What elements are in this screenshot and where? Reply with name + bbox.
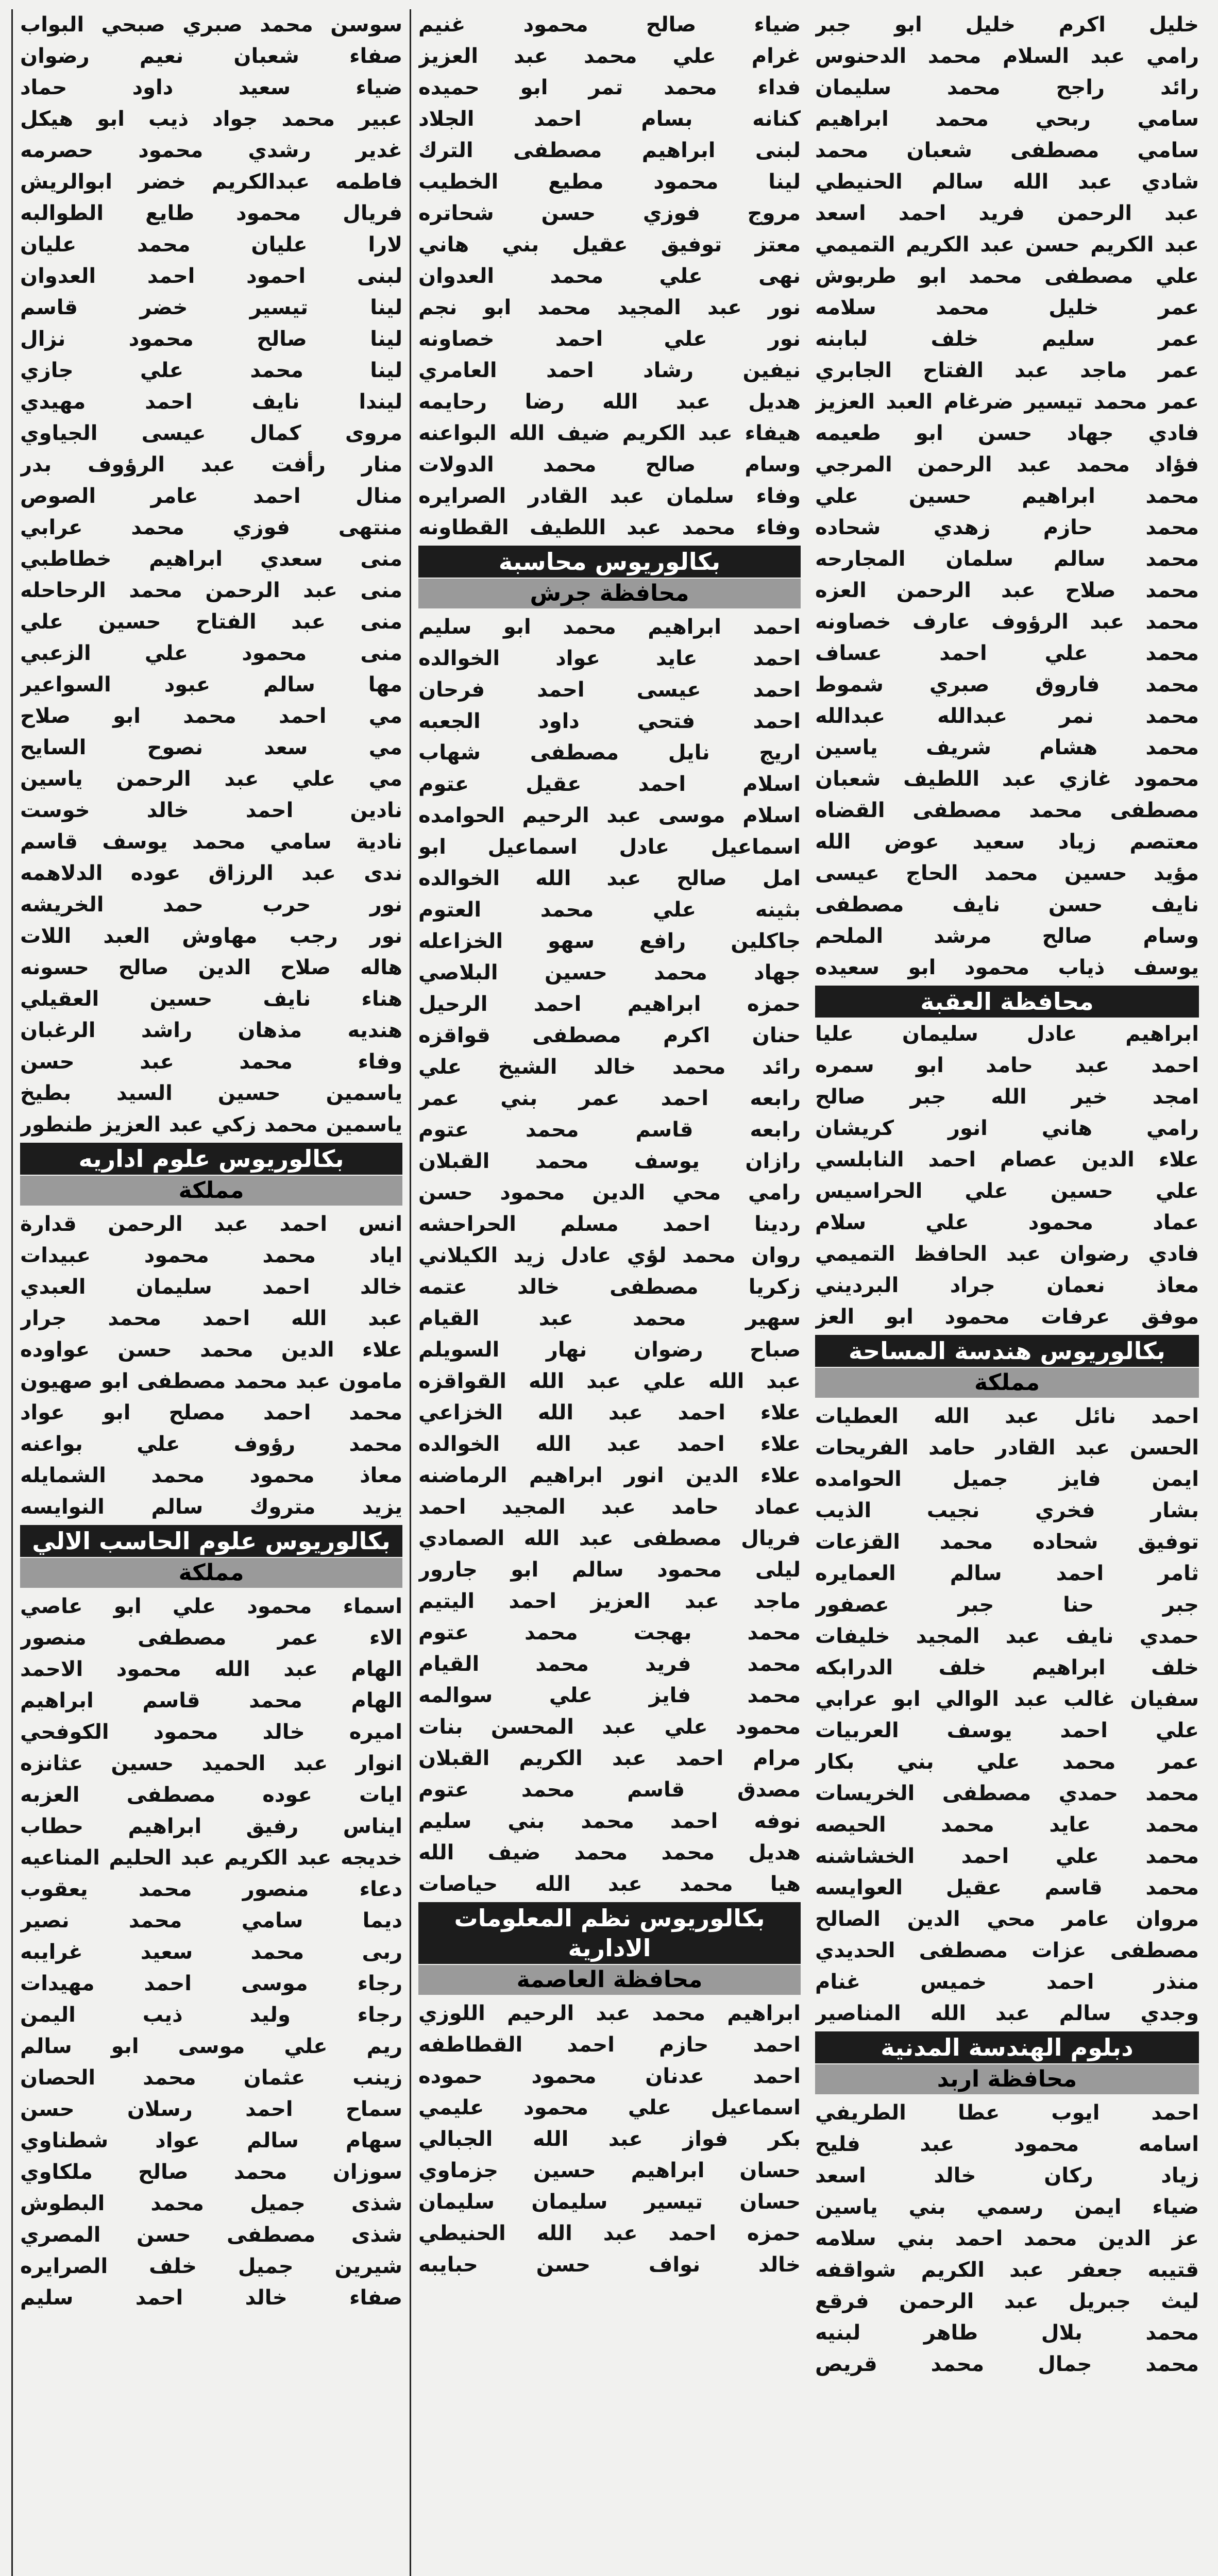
names-list (20, 9, 402, 1141)
list-item: لارا عليان محمد عليان (20, 233, 402, 257)
list-item: وفاء سلمان عبد القادر الصرايره (418, 484, 801, 508)
list-item: علاء احمد عبد الله الخوالده (418, 1432, 801, 1456)
list-item: شذى مصطفى حسن المصري (20, 2223, 402, 2247)
list-item: رامي عبد السلام محمد الدحنوس (815, 44, 1199, 68)
list-item: توفيق شحاده محمد القزعات (815, 1530, 1199, 1554)
section (815, 986, 1199, 1333)
list-item: هديل محمد محمد ضيف الله (418, 1841, 801, 1865)
list-item: زياد ركان خالد اسعد (815, 2164, 1199, 2188)
list-item: حمزه احمد عبد الله الحنيطي (418, 2222, 801, 2245)
list-item: علي مصطفى محمد ابو طربوش (815, 264, 1199, 288)
list-item: ليلى محمود سالم ابو جارور (418, 1558, 801, 1582)
list-item: ثامر احمد سالم العمايره (815, 1562, 1199, 1585)
column-2 (410, 9, 808, 2576)
list-item: منى محمود علي الزعبي (20, 641, 402, 665)
list-item: معاذ محمود محمد الشمايله (20, 1464, 402, 1487)
section-header: بكالوريوس علوم الحاسب الالي (20, 1525, 402, 1557)
list-item: سماح احمد رسلان حسن (20, 2097, 402, 2121)
list-item: لينا محمود مطيع الخطيب (418, 170, 801, 194)
list-item: امجد خير الله جبر صالح (815, 1085, 1199, 1109)
list-item: زكريا مصطفى خالد عتمه (418, 1275, 801, 1299)
list-item: احمد عبد حامد ابو سمره (815, 1054, 1199, 1077)
list-item: محمد حمدي مصطفى الخريسات (815, 1782, 1199, 1805)
list-item: محمد نمر عبدالله عبدالله (815, 704, 1199, 728)
list-item: صفاء خالد احمد سليم (20, 2286, 402, 2310)
section-subheader: محافظة العاصمة (418, 1965, 801, 1995)
list-item: جبر حنا جبر عصفور (815, 1593, 1199, 1617)
list-item: رائد راجح محمد سليمان (815, 76, 1199, 99)
list-item: سفيان غالب عبد الوالي ابو عرابي (815, 1687, 1199, 1711)
section-header: بكالوريوس محاسبة (418, 546, 801, 578)
names-list (20, 1209, 402, 1523)
list-item: فادي رضوان عبد الحافظ التميمي (815, 1242, 1199, 1266)
list-item: مي احمد محمد ابو صلاح (20, 704, 402, 728)
list-item: شادي عبد الله سالم الحنيطي (815, 170, 1199, 194)
list-item: سهير محمد عبد القيام (418, 1307, 801, 1330)
list-item: ضياء ايمن رسمي بني ياسين (815, 2195, 1199, 2219)
list-item: محمد صلاح عبد الرحمن العزه (815, 579, 1199, 602)
list-item: محمود علي عبد المحسن بنات (418, 1715, 801, 1739)
list-item: روان محمد لؤي عادل زيد الكيلاني (418, 1244, 801, 1267)
list-item: عماد حامد عبد المجيد احمد (418, 1495, 801, 1519)
list-item: الهام محمد قاسم ابراهيم (20, 1689, 402, 1713)
list-item: هيفاء عبد الكريم ضيف الله البواعنه (418, 421, 801, 445)
list-item: بشار فخري نجيب الذيب (815, 1499, 1199, 1522)
list-item: نور علي احمد خصاونه (418, 327, 801, 351)
list-item: ماجد عبد العزيز احمد اليتيم (418, 1589, 801, 1613)
section-subheader: محافظة جرش (418, 579, 801, 608)
list-item: حسان تيسير سليمان سليمان (418, 2190, 801, 2214)
section (20, 9, 402, 1141)
list-item: امل صالح عبد الله الخوالده (418, 867, 801, 890)
list-item: محمد احمد مصلح ابو عواد (20, 1401, 402, 1425)
list-item: صباح رضوان نهار السويلم (418, 1338, 801, 1362)
list-item: مها سالم عبود السواعير (20, 673, 402, 697)
list-item: موفق عرفات محمود ابو العز (815, 1305, 1199, 1329)
list-item: محمد علي احمد عساف (815, 641, 1199, 665)
list-item: عز الدين محمد احمد بني سلامه (815, 2227, 1199, 2250)
list-item: محمد حازم زهدي شحاده (815, 516, 1199, 539)
list-item: جاكلين رافع سهو الخزاعله (418, 929, 801, 953)
list-item: محمد بلال طاهر لبنيه (815, 2321, 1199, 2345)
list-item: ايناس رفيق ابراهيم حطاب (20, 1815, 402, 1838)
list-item: سامي مصطفى شعبان محمد (815, 139, 1199, 162)
list-item: هيا محمد عبد الله حياصات (418, 1872, 801, 1896)
list-item: اريج نايل مصطفى شهاب (418, 741, 801, 765)
list-item: منذر احمد خميس غنام (815, 1970, 1199, 1994)
section (418, 1902, 801, 2281)
list-item: معتز توفيق عقيل بني هاني (418, 233, 801, 257)
list-item: عمر ماجد عبد الفتاح الجابري (815, 359, 1199, 382)
list-item: محمد عبد الرؤوف عارف خصاونه (815, 610, 1199, 634)
list-item: مصطفى عزات مصطفى الحديدي (815, 1939, 1199, 1962)
list-item: احمد حازم احمد القطاطفه (418, 2033, 801, 2057)
list-item: علاء الدين عصام احمد النابلسي (815, 1148, 1199, 1172)
list-item: فؤاد محمد عبد الرحمن المرجي (815, 453, 1199, 477)
list-item: ليث جبريل عبد الرحمن فرقع (815, 2290, 1199, 2313)
list-item: احمد نائل عبد الله العطيات (815, 1404, 1199, 1428)
list-item: ابراهيم محمد عبد الرحيم اللوزي (418, 2002, 801, 2025)
section (815, 9, 1199, 984)
list-item: لينا تيسير خضر قاسم (20, 296, 402, 319)
section-header: بكالوريوس علوم اداريه (20, 1143, 402, 1175)
list-item: ضياء صالح محمود غنيم (418, 13, 801, 37)
list-item: بكر فواز عبد الله الجبالي (418, 2127, 801, 2151)
list-item: محمد هشام شريف ياسين (815, 736, 1199, 759)
list-item: خلف ابراهيم خلف الدرابكه (815, 1656, 1199, 1680)
list-item: ربى محمد سعيد غرايبه (20, 1940, 402, 1964)
list-item: فداء محمد تمر ابو حميده (418, 76, 801, 99)
list-item: محمد رؤوف علي بواعنه (20, 1432, 402, 1456)
list-item: شيرين جميل خلف الصرايره (20, 2255, 402, 2278)
list-item: غرام علي محمد عبد العزيز (418, 44, 801, 68)
list-item: هديل عبد الله رضا رحايمه (418, 390, 801, 414)
list-item: مي سعد نصوح السايح (20, 736, 402, 759)
list-item: احمد عدنان محمود حموده (418, 2064, 801, 2088)
list-item: ضياء سعيد داود حماد (20, 76, 402, 99)
names-list (418, 1998, 801, 2281)
list-item: علاء الدين محمد حسن عواوده (20, 1338, 402, 1362)
list-item: رامي هاني انور كريشان (815, 1116, 1199, 1140)
list-item: سوزان محمد صالح ملكاوي (20, 2160, 402, 2184)
list-item: ايمن فايز جميل الحوامده (815, 1467, 1199, 1491)
list-item: نور حرب حمد الخريشه (20, 893, 402, 917)
list-item: مروج فوزي حسن شحاتره (418, 201, 801, 225)
list-item: اسماعيل عادل اسماعيل ابو (418, 835, 801, 859)
list-item: بثينه علي محمد العتوم (418, 898, 801, 922)
list-item: ايات عوده مصطفى العزبه (20, 1783, 402, 1807)
list-item: صفاء شعبان نعيم رضوان (20, 44, 402, 68)
list-item: لبنى احمود احمد العدوان (20, 264, 402, 288)
list-item: معاذ نعمان جراد البرديني (815, 1274, 1199, 1297)
list-item: محمد جمال محمد قريص (815, 2352, 1199, 2376)
list-item: لبنى ابراهيم مصطفى الترك (418, 139, 801, 162)
list-item: زينب عثمان محمد الحصان (20, 2066, 402, 2090)
list-item: رجاء وليد ذيب اليمن (20, 2003, 402, 2027)
list-item: خالد احمد سليمان العبدي (20, 1275, 402, 1299)
list-item: اسماء محمود علي ابو عاصي (20, 1595, 402, 1618)
section-header: بكالوريوس نظم المعلومات الادارية (418, 1902, 801, 1964)
list-item: يوسف ذياب محمود ابو سعيده (815, 956, 1199, 979)
list-item: خليل اكرم خليل ابو جبر (815, 13, 1199, 37)
names-list (815, 1019, 1199, 1333)
section (418, 9, 801, 544)
list-item: دعاء منصور محمد يعقوب (20, 1877, 402, 1901)
list-item: عبد الرحمن فريد احمد اسعد (815, 201, 1199, 225)
list-item: عمر محمد تيسير ضرغام العبد العزيز (815, 390, 1199, 414)
section (20, 1525, 402, 2314)
list-item: جهاد محمد حسين البلاصي (418, 961, 801, 985)
list-item: رابعه احمد عمر بني عمر (418, 1087, 801, 1110)
list-item: حنان اكرم مصطفى قواقزه (418, 1024, 801, 1047)
list-item: رائد محمد خالد الشيخ علي (418, 1055, 801, 1079)
list-item: لينا محمد علي جازي (20, 359, 402, 382)
column-3 (808, 9, 1206, 2576)
list-item: محمد فاروق صبري شموط (815, 673, 1199, 697)
list-item: شذى جميل محمد البطوش (20, 2192, 402, 2215)
list-item: الهام عبد الله محمود الاحمد (20, 1657, 402, 1681)
list-item: رازان يوسف محمد القبلان (418, 1149, 801, 1173)
list-item: اياد محمد محمود عبيدات (20, 1244, 402, 1267)
list-item: احمد عايد عواد الخوالده (418, 647, 801, 670)
list-item: احمد ايوب عطا الطريفي (815, 2101, 1199, 2125)
list-item: مصدق قاسم محمد عتوم (418, 1778, 801, 1802)
list-item: فريال محمود طايع الطوالبه (20, 201, 402, 225)
list-item: علي حسين علي الحراسيس (815, 1179, 1199, 1203)
list-item: اسامه محمود عبد فليح (815, 2132, 1199, 2156)
list-item: منار رأفت عبد الرؤوف بدر (20, 453, 402, 477)
section-subheader: محافظة اربد (815, 2064, 1199, 2094)
column-1 (11, 9, 410, 2576)
list-item: الاء عمر مصطفى منصور (20, 1626, 402, 1650)
list-item: محمد بهجت محمد عتوم (418, 1621, 801, 1645)
list-item: ياسمين حسين السيد بطيخ (20, 1081, 402, 1105)
list-item: نوفه احمد محمد بني سليم (418, 1809, 801, 1833)
list-item: عبير محمد جواد ذيب ابو هيكل (20, 107, 402, 131)
list-item: نيفين رشاد احمد العامري (418, 359, 801, 382)
list-item: محمد ابراهيم حسين علي (815, 484, 1199, 508)
list-item: الحسن عبد القادر حامد الفريحات (815, 1436, 1199, 1460)
list-item: منى سعدي ابراهيم خطاطبي (20, 547, 402, 571)
list-item: ابراهيم عادل سليمان عليا (815, 1022, 1199, 1046)
list-item: منى عبد الرحمن محمد الرحاحله (20, 579, 402, 602)
list-item: عمر خليل محمد سلامه (815, 296, 1199, 319)
list-item: محمد فايز علي سوالمه (418, 1684, 801, 1707)
list-item: عمر محمد علي بني بكار (815, 1750, 1199, 1774)
list-item: ياسمين محمد زكي عبد العزيز طنطور (20, 1113, 402, 1137)
list-item: فادي جهاد حسن ابو طعيمه (815, 421, 1199, 445)
list-item: كنانه بسام احمد الجلاد (418, 107, 801, 131)
list-item: نايف حسن نايف مصطفى (815, 893, 1199, 917)
list-item: وفاء محمد عبد حسن (20, 1050, 402, 1074)
list-item: اميره خالد محمود الكوفحي (20, 1720, 402, 1744)
section-subheader: مملكة (20, 1558, 402, 1588)
list-item: مؤيد حسين محمد الحاج عيسى (815, 861, 1199, 885)
list-item: غدير رشدي محمود حصرمه (20, 139, 402, 162)
list-item: ندى عبد الرزاق عوده الدلاهمه (20, 861, 402, 885)
names-list (815, 9, 1199, 984)
section (815, 1335, 1199, 2029)
list-item: محمد علي احمد الخشاشنه (815, 1844, 1199, 1868)
list-item: منال احمد عامر الصوص (20, 484, 402, 508)
list-item: علاء الدين انور ابراهيم الرماضنه (418, 1464, 801, 1487)
list-item: محمد سالم سلمان المجارحه (815, 547, 1199, 571)
list-item: منى عبد الفتاح حسين علي (20, 610, 402, 634)
list-item: مي علي عبد الرحمن ياسين (20, 767, 402, 791)
list-item: مصطفى محمد مصطفى القضاه (815, 799, 1199, 822)
list-item: يزيد متروك سالم النوايسه (20, 1495, 402, 1519)
list-item: نهى علي محمد العدوان (418, 264, 801, 288)
list-item: ديما سامي محمد نصير (20, 1909, 402, 1933)
names-list (418, 9, 801, 544)
list-item: عماد محمود علي سلام (815, 1211, 1199, 1234)
list-item: ريم علي موسى ابو سالم (20, 2035, 402, 2058)
section (20, 1143, 402, 1523)
list-item: مامون عبد محمد مصطفى ابو صهيون (20, 1369, 402, 1393)
list-item: ليندا نايف احمد مهيدي (20, 390, 402, 414)
list-item: لينا صالح محمود نزال (20, 327, 402, 351)
list-item: رابعه قاسم محمد عتوم (418, 1118, 801, 1142)
list-item: احمد عيسى احمد فرحان (418, 678, 801, 702)
list-item: محمد قاسم عقيل العوايسه (815, 1876, 1199, 1900)
list-item: هنديه مذهان راشد الرغبان (20, 1019, 402, 1042)
list-item: وسام صالح محمد الدولات (418, 453, 801, 477)
list-item: علي احمد يوسف العربيات (815, 1719, 1199, 1742)
section (418, 546, 801, 1900)
names-list (815, 2097, 1199, 2380)
list-item: حسان ابراهيم حسين جزماوي (418, 2159, 801, 2182)
list-item: مرام احمد عبد الكريم القبلان (418, 1747, 801, 1770)
list-item: عبد الله احمد محمد جرار (20, 1307, 402, 1330)
list-item: عمر سليم خلف لبابنه (815, 327, 1199, 351)
list-item: سوسن محمد صبري صبحي البواب (20, 13, 402, 37)
list-item: سهام سالم عواد شطناوي (20, 2129, 402, 2153)
list-item: هاله صلاح الدين صالح حسونه (20, 956, 402, 979)
list-item: عبد الكريم حسن عبد الكريم التميمي (815, 233, 1199, 257)
list-item: منتهى فوزي محمد عرابي (20, 516, 402, 539)
list-item: نور رجب مهاوش العبد اللات (20, 924, 402, 948)
section (815, 2031, 1199, 2380)
list-item: وجدي سالم عبد الله المناصير (815, 2002, 1199, 2025)
list-item: حمزه ابراهيم احمد الرحيل (418, 992, 801, 1016)
list-item: ردينا احمد مسلم الحراحشه (418, 1212, 801, 1236)
section-header: بكالوريوس هندسة المساحة (815, 1335, 1199, 1367)
list-item: وفاء محمد عبد اللطيف القطاونه (418, 516, 801, 539)
names-list (20, 1591, 402, 2314)
list-item: رجاء موسى احمد مهيدات (20, 1972, 402, 1995)
list-item: نادية سامي محمد يوسف قاسم (20, 830, 402, 854)
list-item: رامي محي الدين محمود حسن (418, 1181, 801, 1205)
list-item: مروان عامر محي الدين الصالح (815, 1907, 1199, 1931)
list-item: مروى كمال عيسى الجياوي (20, 421, 402, 445)
list-item: انوار عبد الحميد حسين عثانزه (20, 1752, 402, 1775)
list-item: عبد الله علي عبد الله القواقزه (418, 1369, 801, 1393)
section-header: محافظة العقبة (815, 986, 1199, 1018)
list-item: نادين احمد خالد خوست (20, 799, 402, 822)
list-item: فريال مصطفى عبد الله الصمادي (418, 1527, 801, 1550)
list-item: قتيبه جعفر عبد الكريم شواقفه (815, 2258, 1199, 2282)
list-item: محمود غازي عبد اللطيف شعبان (815, 767, 1199, 791)
list-item: اسلام موسى عبد الرحيم الحوامده (418, 804, 801, 827)
list-item: خديجه عبد الكريم عبد الحليم المناعيه (20, 1846, 402, 1870)
list-item: سامي ربحي محمد ابراهيم (815, 107, 1199, 131)
list-item: فاطمه عبدالكريم خضر ابوالريش (20, 170, 402, 194)
section-subheader: مملكة (20, 1176, 402, 1206)
list-item: هناء نايف حسين العقيلي (20, 987, 402, 1011)
list-item: اسلام احمد عقيل عتوم (418, 772, 801, 796)
section-subheader: مملكة (815, 1368, 1199, 1398)
names-list (418, 612, 801, 1900)
list-item: خالد نواف حسن حبايبه (418, 2253, 801, 2277)
list-item: وسام صالح مرشد الملحم (815, 924, 1199, 948)
section-header: دبلوم الهندسة المدنية (815, 2031, 1199, 2063)
list-item: محمد فريد محمد القيام (418, 1652, 801, 1676)
list-item: معتصم زياد سعيد عوض الله (815, 830, 1199, 854)
list-item: احمد ابراهيم محمد ابو سليم (418, 615, 801, 639)
names-list (815, 1401, 1199, 2029)
list-item: نور عبد المجيد محمد ابو نجم (418, 296, 801, 319)
list-item: احمد فتحي داود الجعبه (418, 709, 801, 733)
list-item: حمدي نايف عبد المجيد خليفات (815, 1624, 1199, 1648)
list-item: انس احمد عبد الرحمن قدارة (20, 1212, 402, 1236)
list-item: علاء احمد عبد الله الخزاعي (418, 1401, 801, 1425)
list-item: اسماعيل علي محمود عليمي (418, 2096, 801, 2120)
list-item: محمد عايد محمد الحيصه (815, 1813, 1199, 1837)
